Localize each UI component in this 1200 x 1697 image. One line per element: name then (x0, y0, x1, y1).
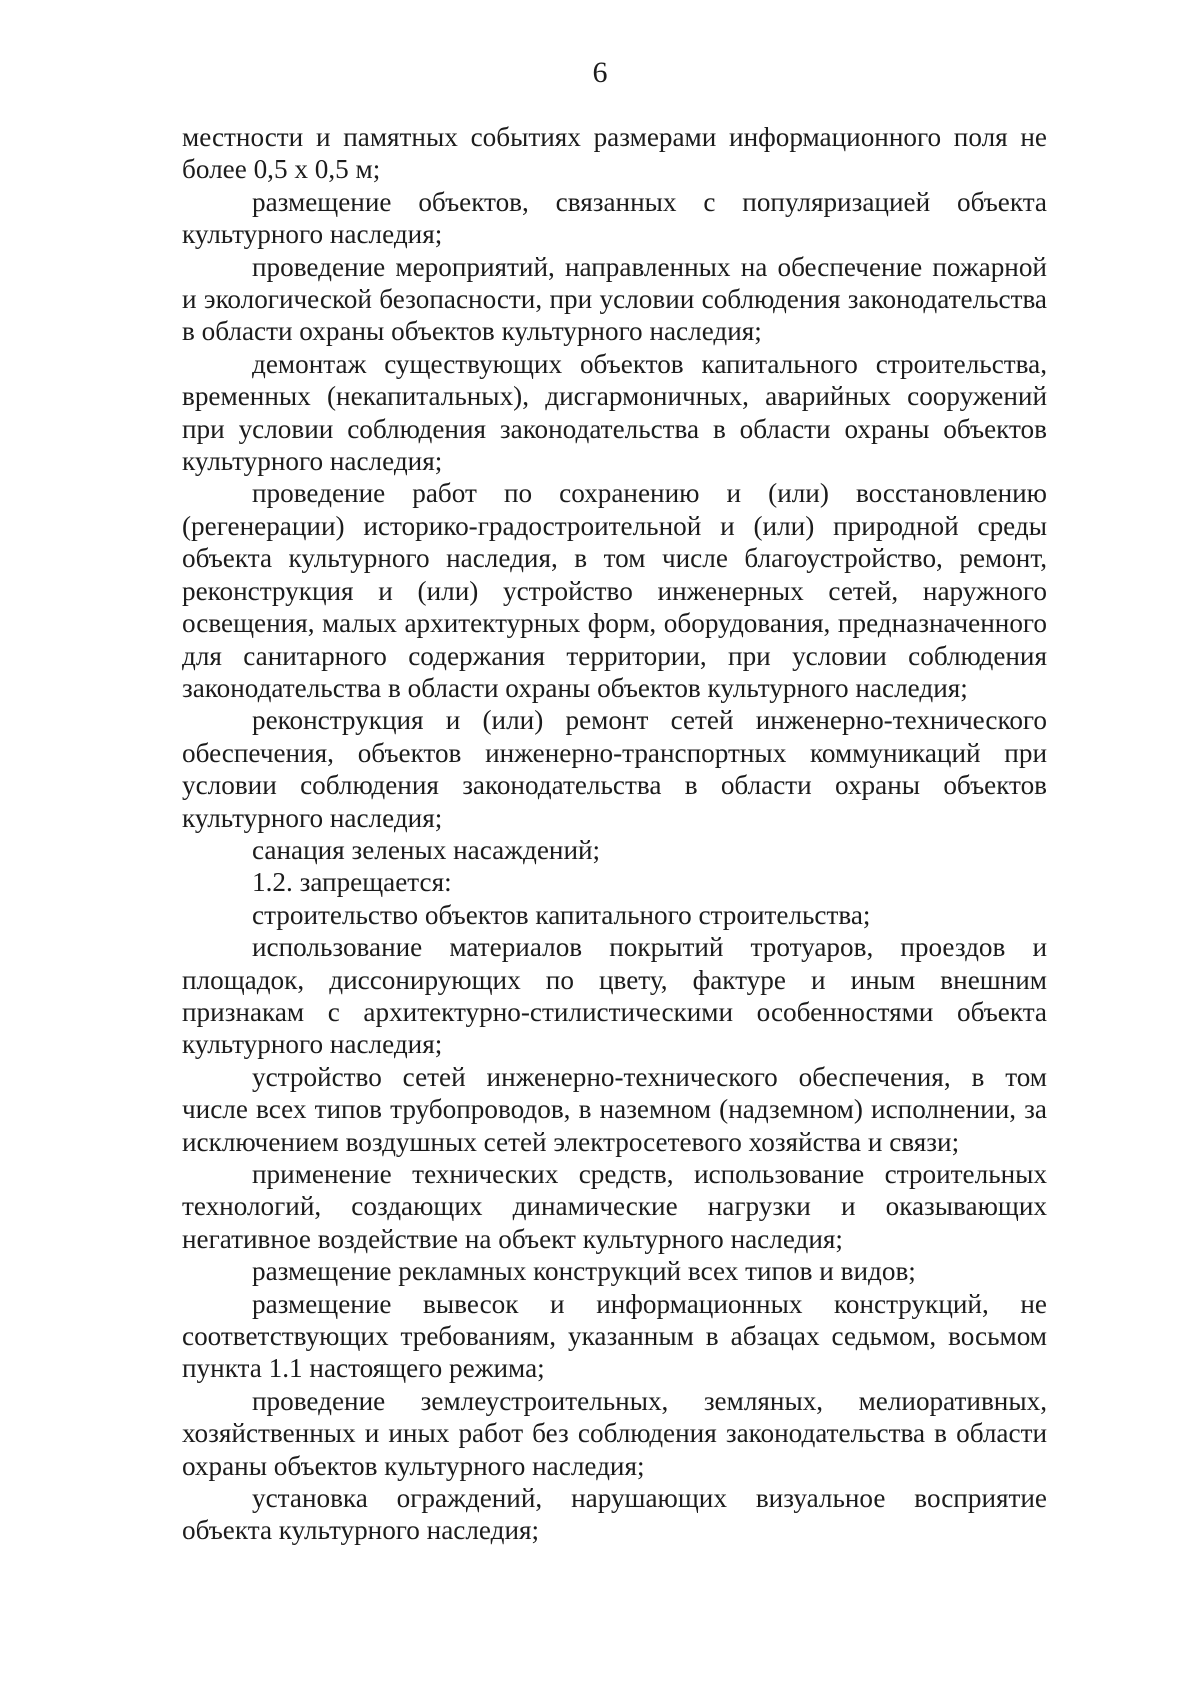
paragraph: санация зеленых насаждений; (252, 834, 601, 865)
paragraph: применение технических средств, использование строительных технологий, создающих динамические нагрузки и оказывающих негативное воздействие на объект культурного наследия; (182, 1159, 1047, 1254)
paragraph: строительство объектов капитального строительства; (252, 899, 871, 930)
paragraph: использование материалов покрытий тротуаров, проездов и площадок, диссонирующих по цвету, фактуре и иным внешним признакам с архитектурно-стилистическими особенностями объекта культурного наследия; (182, 932, 1047, 1060)
page-number: 6 (592, 56, 608, 89)
paragraph-continuation: местности и памятных событиях размерами информационного поля не более 0,5 х 0,5 м; (182, 122, 1047, 185)
paragraph: размещение рекламных конструкций всех типов и видов; (252, 1256, 916, 1287)
paragraph: проведение мероприятий, направленных на обеспечение пожарной и экологической безопасности, при условии соблюдения законодательства в области охраны объектов культурного наследия; (182, 251, 1047, 347)
paragraph: устройство сетей инженерно-технического обеспечения, в том числе всех типов трубопроводов, в наземном (надземном) исполнении, за исключением воздушных сетей электросетевого хозяйства и связи; (182, 1061, 1047, 1157)
paragraph: реконструкция и (или) ремонт сетей инженерно-технического обеспечения, объектов инженерно-транспортных коммуникаций при условии соблюдения законодательства в области охраны объектов культурного наследия; (182, 705, 1047, 833)
paragraph: проведение землеустроительных, земляных, мелиоративных, хозяйственных и иных работ без соблюдения законодательства в области охраны объектов культурного наследия; (182, 1385, 1047, 1481)
paragraph: проведение работ по сохранению и (или) восстановлению (регенерации) историко-градостроительной и (или) природной среды объекта культурного наследия, в том числе благоустройство, ремонт, реконструкция и (или) устройство инженерных сетей, наружного освещения, малых архитектурных форм, оборудования, предназначенного для санитарного содержания территории, при условии соблюдения законодательства в области охраны объектов культурного наследия; (182, 478, 1047, 703)
paragraph: установка ограждений, нарушающих визуальное восприятие объекта культурного наследия; (182, 1483, 1047, 1546)
paragraph: размещение объектов, связанных с популяризацией объекта культурного наследия; (182, 186, 1047, 250)
document-body (182, 121, 1047, 1547)
paragraph: размещение вывесок и информационных конструкций, не соответствующих требованиям, указанным в абзацах седьмом, восьмом пункта 1.1 настоящего режима; (182, 1288, 1047, 1384)
section-heading: 1.2. запрещается: (252, 867, 452, 898)
paragraph: демонтаж существующих объектов капитального строительства, временных (некапитальных), дисгармоничных, аварийных сооружений при условии соблюдения законодательства в области охраны объектов культурного наследия; (182, 348, 1047, 477)
